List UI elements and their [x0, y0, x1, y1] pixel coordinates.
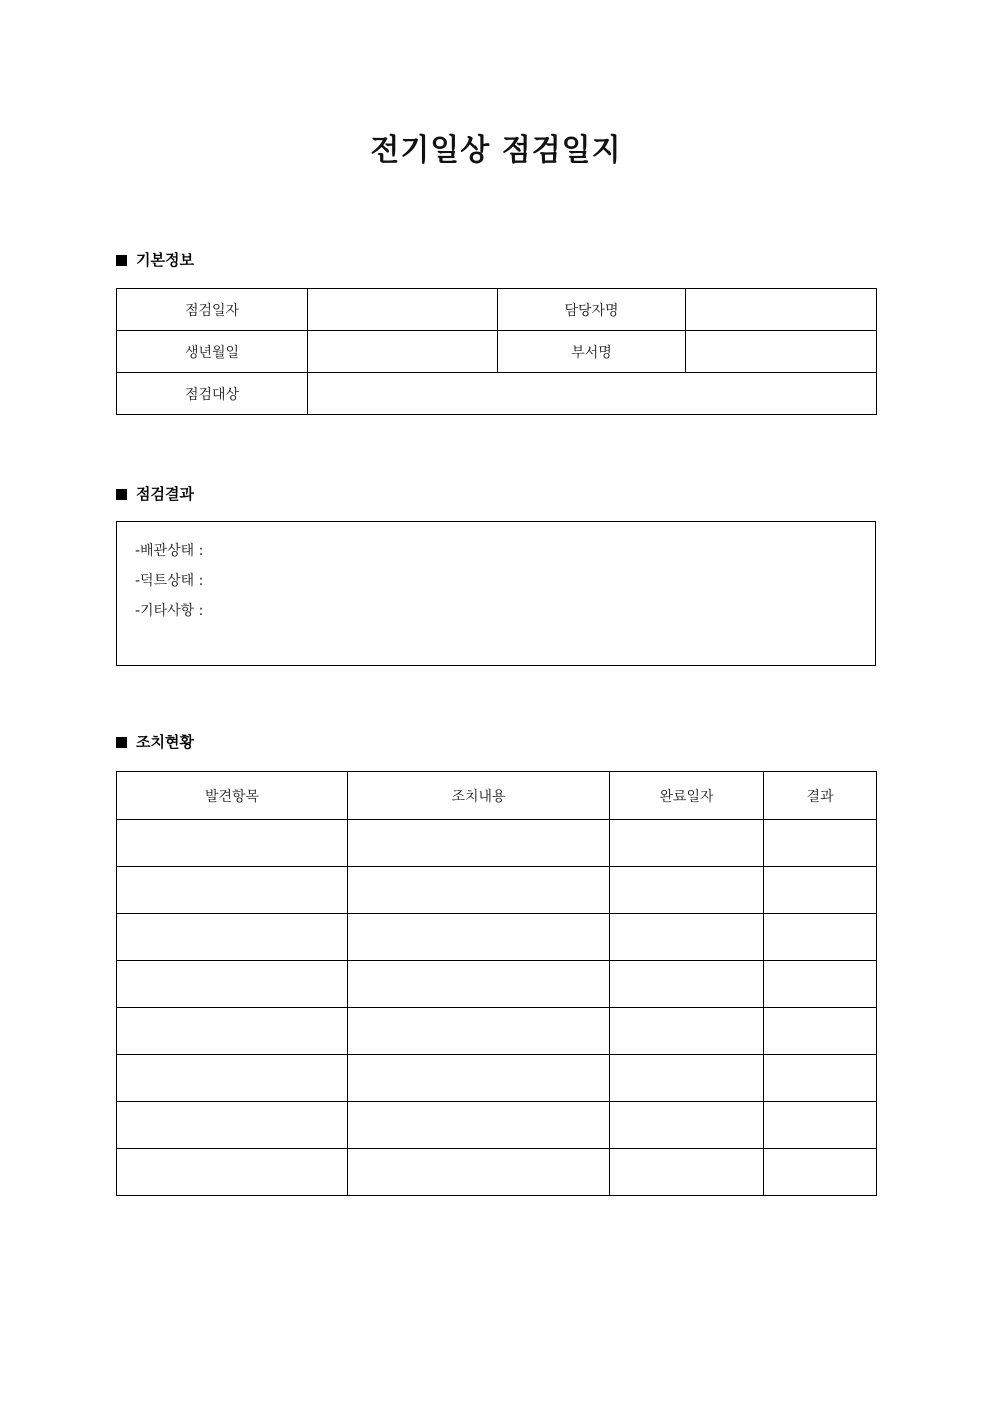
basic-info-label-birth-date: 생년월일	[117, 331, 308, 373]
action-cell-result[interactable]	[764, 867, 877, 914]
action-cell-action-content[interactable]	[348, 867, 610, 914]
action-cell-found-item[interactable]	[117, 867, 348, 914]
table-row	[117, 867, 877, 914]
action-cell-result[interactable]	[764, 1102, 877, 1149]
section-heading-action-status-label: 조치현황	[136, 733, 194, 751]
action-cell-found-item[interactable]	[117, 1102, 348, 1149]
section-heading-inspection-result-label: 점검결과	[136, 485, 194, 503]
action-cell-action-content[interactable]	[348, 914, 610, 961]
basic-info-table	[116, 288, 877, 415]
action-column-header-result: 결과	[764, 772, 877, 820]
filled-square-bullet-icon	[116, 255, 127, 266]
section-heading-basic-info	[116, 251, 194, 269]
action-cell-found-item[interactable]	[117, 1055, 348, 1102]
action-status-table	[116, 771, 877, 1196]
basic-info-value-inspection-target[interactable]	[308, 373, 877, 415]
action-cell-completion-date[interactable]	[610, 1149, 764, 1196]
basic-info-label-department: 부서명	[498, 331, 686, 373]
section-heading-basic-info-label: 기본정보	[136, 251, 194, 269]
action-column-header-action-content: 조치내용	[348, 772, 610, 820]
basic-info-table-container	[116, 288, 877, 415]
inspection-result-line-other: -기타사항 :	[135, 603, 204, 619]
table-row	[117, 289, 877, 331]
action-column-header-found-item: 발견항목	[117, 772, 348, 820]
table-row	[117, 1149, 877, 1196]
action-cell-result[interactable]	[764, 914, 877, 961]
section-heading-inspection-result	[116, 485, 194, 503]
filled-square-bullet-icon	[116, 737, 127, 748]
action-cell-result[interactable]	[764, 1149, 877, 1196]
page-title: 전기일상 점검일지	[370, 133, 622, 168]
action-cell-completion-date[interactable]	[610, 1102, 764, 1149]
action-cell-action-content[interactable]	[348, 1008, 610, 1055]
filled-square-bullet-icon	[116, 489, 127, 500]
basic-info-value-birth-date[interactable]	[308, 331, 498, 373]
table-row	[117, 961, 877, 1008]
action-cell-completion-date[interactable]	[610, 1055, 764, 1102]
basic-info-value-department[interactable]	[686, 331, 877, 373]
action-column-header-completion-date: 완료일자	[610, 772, 764, 820]
action-cell-completion-date[interactable]	[610, 820, 764, 867]
action-cell-result[interactable]	[764, 820, 877, 867]
table-row	[117, 1102, 877, 1149]
action-cell-found-item[interactable]	[117, 820, 348, 867]
action-cell-found-item[interactable]	[117, 1149, 348, 1196]
action-cell-result[interactable]	[764, 1008, 877, 1055]
action-cell-completion-date[interactable]	[610, 867, 764, 914]
table-row	[117, 914, 877, 961]
inspection-result-box[interactable]	[116, 521, 876, 666]
table-row	[117, 1008, 877, 1055]
table-row	[117, 331, 877, 373]
action-cell-action-content[interactable]	[348, 961, 610, 1008]
action-cell-completion-date[interactable]	[610, 1008, 764, 1055]
basic-info-label-person-name: 담당자명	[498, 289, 686, 331]
inspection-result-line-duct: -덕트상태 :	[135, 573, 204, 589]
action-cell-result[interactable]	[764, 961, 877, 1008]
inspection-result-lines	[117, 522, 875, 618]
inspection-result-line-piping: -배관상태 :	[135, 543, 204, 559]
table-row	[117, 373, 877, 415]
action-cell-completion-date[interactable]	[610, 914, 764, 961]
action-cell-action-content[interactable]	[348, 820, 610, 867]
basic-info-value-inspection-date[interactable]	[308, 289, 498, 331]
action-cell-found-item[interactable]	[117, 961, 348, 1008]
basic-info-value-person-name[interactable]	[686, 289, 877, 331]
table-row	[117, 1055, 877, 1102]
action-cell-completion-date[interactable]	[610, 961, 764, 1008]
action-cell-action-content[interactable]	[348, 1149, 610, 1196]
table-row	[117, 820, 877, 867]
action-cell-result[interactable]	[764, 1055, 877, 1102]
action-cell-found-item[interactable]	[117, 914, 348, 961]
action-cell-action-content[interactable]	[348, 1102, 610, 1149]
section-heading-action-status	[116, 733, 194, 751]
basic-info-label-inspection-date: 점검일자	[117, 289, 308, 331]
action-cell-action-content[interactable]	[348, 1055, 610, 1102]
action-cell-found-item[interactable]	[117, 1008, 348, 1055]
table-header-row	[117, 772, 877, 820]
basic-info-label-inspection-target: 점검대상	[117, 373, 308, 415]
action-status-table-container	[116, 771, 877, 1196]
